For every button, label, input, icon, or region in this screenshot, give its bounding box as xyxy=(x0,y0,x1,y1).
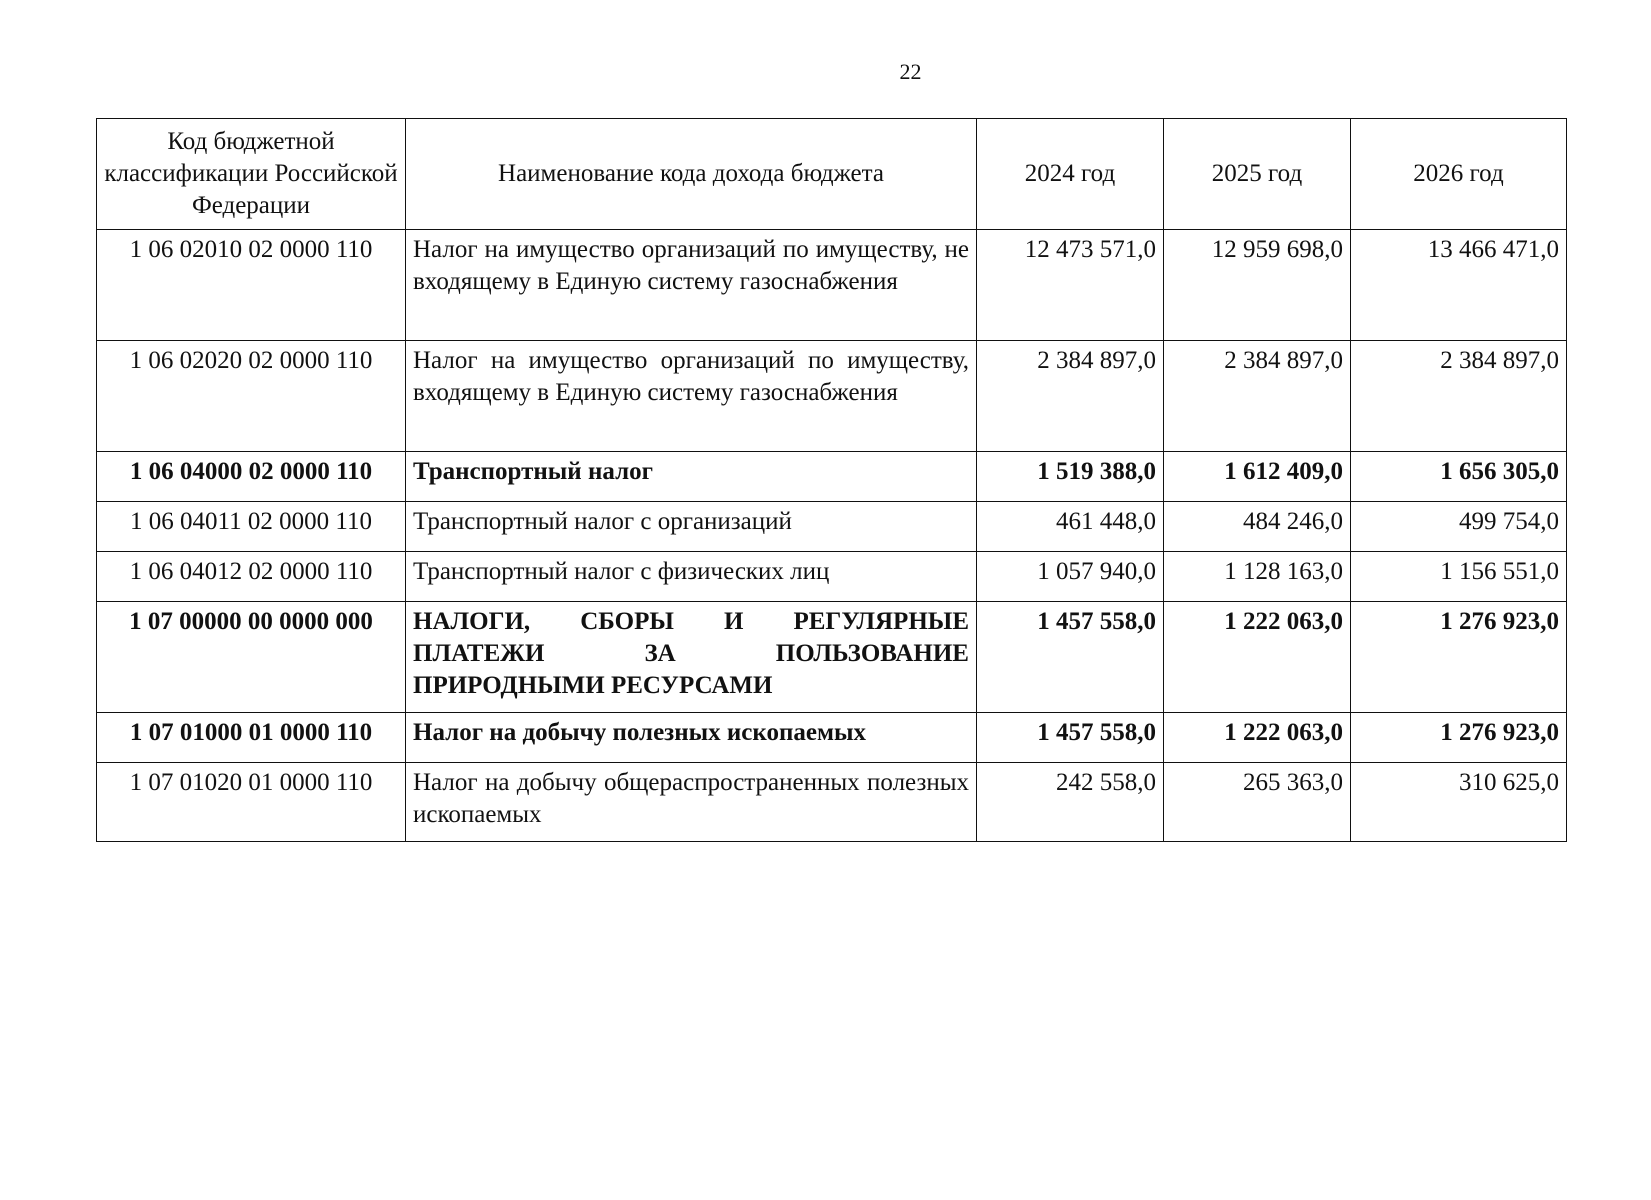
header-name: Наименование кода дохода бюджета xyxy=(406,119,977,230)
header-code: Код бюджетной классификации Российской Федерации xyxy=(97,119,406,230)
table-row xyxy=(97,713,1567,763)
header-year-2025: 2025 год xyxy=(1164,119,1351,230)
row-value-2025: 1 222 063,0 xyxy=(1164,602,1351,713)
table-row xyxy=(97,452,1567,502)
row-name: Налог на имущество организаций по имуществу, входящему в Единую систему газоснабжения xyxy=(406,341,977,452)
row-value-2025: 484 246,0 xyxy=(1164,502,1351,552)
row-code: 1 07 01000 01 0000 110 xyxy=(97,713,406,763)
row-value-2024: 1 457 558,0 xyxy=(977,713,1164,763)
table-row xyxy=(97,552,1567,602)
header-year-2024: 2024 год xyxy=(977,119,1164,230)
table-row xyxy=(97,341,1567,452)
table-row xyxy=(97,763,1567,842)
row-name: Транспортный налог с организаций xyxy=(406,502,977,552)
row-value-2026: 1 276 923,0 xyxy=(1351,602,1567,713)
row-value-2025: 1 222 063,0 xyxy=(1164,713,1351,763)
table-header-row xyxy=(97,119,1567,230)
row-value-2024: 12 473 571,0 xyxy=(977,230,1164,341)
row-value-2025: 2 384 897,0 xyxy=(1164,341,1351,452)
row-value-2024: 1 057 940,0 xyxy=(977,552,1164,602)
budget-income-table xyxy=(96,118,1567,842)
row-value-2025: 1 612 409,0 xyxy=(1164,452,1351,502)
row-value-2024: 242 558,0 xyxy=(977,763,1164,842)
row-code: 1 06 04000 02 0000 110 xyxy=(97,452,406,502)
row-value-2025: 12 959 698,0 xyxy=(1164,230,1351,341)
row-value-2026: 1 656 305,0 xyxy=(1351,452,1567,502)
table-row xyxy=(97,502,1567,552)
row-name: НАЛОГИ, СБОРЫ И РЕГУЛЯРНЫЕ ПЛАТЕЖИ ЗА ПОЛЬЗОВАНИЕ ПРИРОДНЫМИ РЕСУРСАМИ xyxy=(406,602,977,713)
row-value-2026: 499 754,0 xyxy=(1351,502,1567,552)
row-value-2025: 1 128 163,0 xyxy=(1164,552,1351,602)
row-value-2026: 13 466 471,0 xyxy=(1351,230,1567,341)
row-code: 1 06 02010 02 0000 110 xyxy=(97,230,406,341)
header-year-2026: 2026 год xyxy=(1351,119,1567,230)
table-row xyxy=(97,602,1567,713)
table-row xyxy=(97,230,1567,341)
row-value-2024: 2 384 897,0 xyxy=(977,341,1164,452)
row-value-2024: 1 457 558,0 xyxy=(977,602,1164,713)
row-value-2026: 1 156 551,0 xyxy=(1351,552,1567,602)
page-number: 22 xyxy=(899,59,922,84)
row-name: Налог на имущество организаций по имуществу, не входящему в Единую систему газоснабжения xyxy=(406,230,977,341)
row-name: Налог на добычу общераспространенных полезных ископаемых xyxy=(406,763,977,842)
row-value-2024: 1 519 388,0 xyxy=(977,452,1164,502)
row-code: 1 06 04011 02 0000 110 xyxy=(97,502,406,552)
row-value-2026: 1 276 923,0 xyxy=(1351,713,1567,763)
row-name: Транспортный налог с физических лиц xyxy=(406,552,977,602)
row-code: 1 06 04012 02 0000 110 xyxy=(97,552,406,602)
row-code: 1 07 00000 00 0000 000 xyxy=(97,602,406,713)
row-value-2025: 265 363,0 xyxy=(1164,763,1351,842)
row-code: 1 07 01020 01 0000 110 xyxy=(97,763,406,842)
row-code: 1 06 02020 02 0000 110 xyxy=(97,341,406,452)
row-value-2024: 461 448,0 xyxy=(977,502,1164,552)
row-name: Налог на добычу полезных ископаемых xyxy=(406,713,977,763)
row-value-2026: 2 384 897,0 xyxy=(1351,341,1567,452)
row-name: Транспортный налог xyxy=(406,452,977,502)
row-value-2026: 310 625,0 xyxy=(1351,763,1567,842)
